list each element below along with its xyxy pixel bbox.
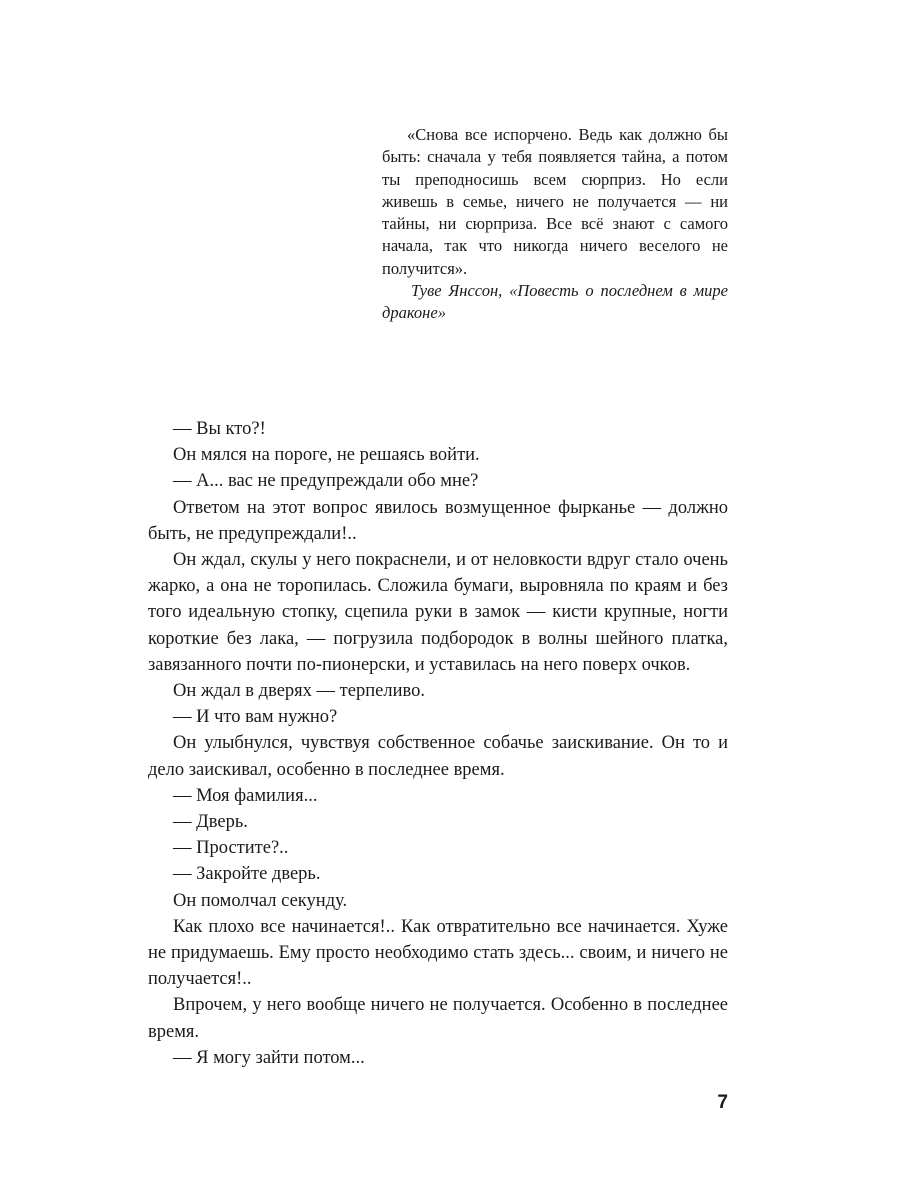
paragraph: — Простите?.. — [173, 838, 289, 859]
epigraph-quote: «Снова все испорчено. Ведь как должно бы быть: сначала у тебя появляется тайна, а потом ты преподносишь всем сюрприз. Но если живешь в семье, ничего не получается — ни тайны, ни сюрприза. Все всё знают с самого начала, так что никогда ничего веселого не получится». — [382, 125, 728, 278]
epigraph-attribution: Туве Янссон, «Повесть о последнем в мире драконе» — [382, 281, 728, 323]
page-number: 7 — [717, 1092, 728, 1113]
paragraph: Он ждал в дверях — терпеливо. — [173, 681, 425, 702]
paragraph: — Я могу зайти потом... — [173, 1047, 365, 1068]
paragraph: — А... вас не предупреждали обо мне? — [173, 471, 479, 492]
epigraph — [382, 124, 728, 325]
paragraph: Ответом на этот вопрос явилось возмущенное фырканье — должно быть, не предупреждали!.. — [148, 497, 728, 544]
paragraph: Он ждал, скулы у него покраснели, и от неловкости вдруг стало очень жарко, а она не торопилась. Сложила бумаги, выровняла по краям и без того идеальную стопку, сцепила руки в замок — кисти крупные, ногти короткие без лака, — погрузила подбородок в волны шейного платка, завязанного почти по-пионерски, и уставилась на него поверх очков. — [148, 550, 728, 675]
paragraph: Как плохо все начинается!.. Как отвратительно все начинается. Хуже не придумаешь. Ему просто необходимо стать здесь... своим, и ничего не получается!.. — [148, 916, 728, 990]
paragraph: — И что вам нужно? — [173, 707, 338, 728]
main-text — [148, 416, 728, 1071]
paragraph: Он мялся на пороге, не решаясь войти. — [173, 445, 480, 466]
paragraph: Впрочем, у него вообще ничего не получается. Особенно в последнее время. — [148, 995, 728, 1042]
paragraph: Он помолчал секунду. — [173, 890, 348, 911]
paragraph: — Закройте дверь. — [173, 864, 321, 885]
paragraph: — Дверь. — [173, 812, 248, 833]
paragraph: — Моя фамилия... — [173, 785, 318, 806]
paragraph: Он улыбнулся, чувствуя собственное собачье заискивание. Он то и дело заискивал, особенно в последнее время. — [148, 733, 728, 780]
paragraph: — Вы кто?! — [173, 419, 266, 439]
